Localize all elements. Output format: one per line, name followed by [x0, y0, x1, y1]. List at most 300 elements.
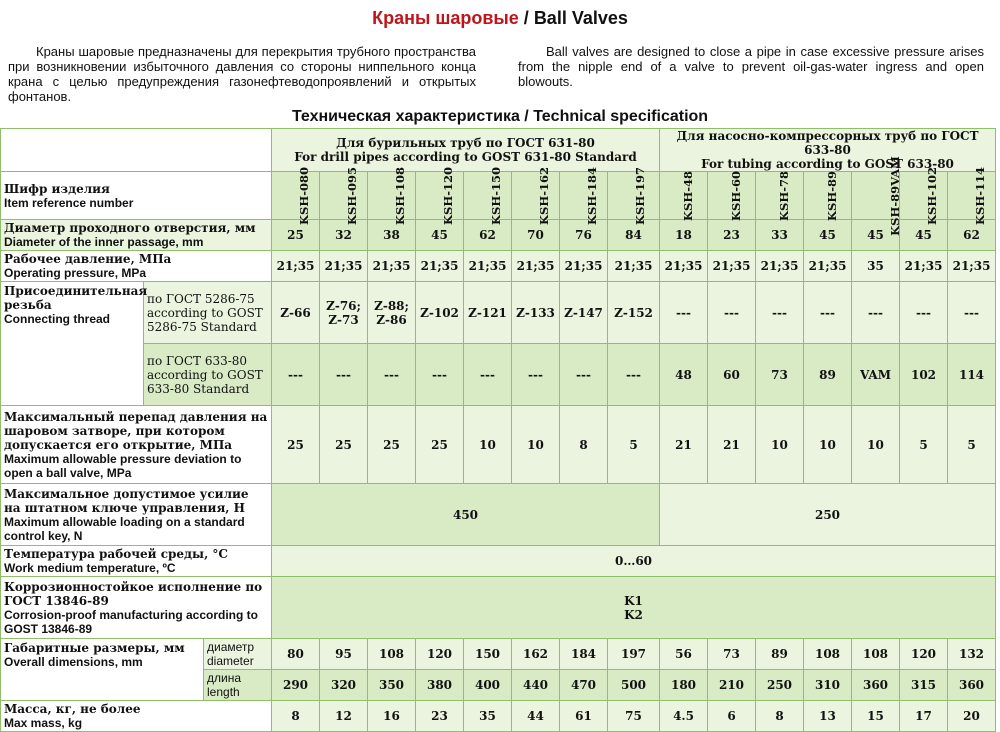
- thread-cell: [560, 282, 608, 344]
- ref-label-ru: Шифр изделия: [4, 181, 110, 196]
- press-cell: [560, 251, 608, 282]
- press-cell: [368, 251, 416, 282]
- cell-text: 5: [629, 437, 638, 452]
- cell-text: 108: [378, 647, 405, 661]
- press-cell: [660, 251, 708, 282]
- cell-text: KSH-89VAM: [887, 155, 902, 236]
- cell-text: 38: [383, 228, 400, 242]
- ref-cell: [948, 166, 996, 225]
- press-cell: [512, 251, 560, 282]
- thread-cell: [512, 344, 560, 406]
- thread-cell: [948, 282, 996, 344]
- mass-label: [1, 701, 272, 732]
- cell-text: ---: [480, 367, 495, 382]
- cell-text: 73: [771, 367, 788, 382]
- cell-text: 114: [958, 367, 985, 382]
- cell-text: KSH-197: [632, 166, 647, 225]
- cell-text: 10: [867, 437, 884, 452]
- cell-text: ---: [964, 305, 979, 320]
- cell-text: 4.5: [673, 709, 694, 723]
- diam-cell: [756, 220, 804, 251]
- dims-cell: [660, 670, 708, 701]
- dims-l-label: [204, 670, 272, 701]
- diam-cell: [804, 220, 852, 251]
- press-cell: [948, 251, 996, 282]
- thread-cell: [756, 344, 804, 406]
- title-ru: Краны шаровые: [372, 8, 519, 28]
- cell-text: Z-76; Z-73: [326, 298, 361, 327]
- thread-cell: [852, 344, 900, 406]
- thread-row-2: [1, 344, 996, 406]
- cell-text: 16: [383, 709, 400, 723]
- press-cell: [608, 251, 660, 282]
- maxdp-cell: [560, 406, 608, 484]
- dims-cell: [948, 670, 996, 701]
- cell-text: ---: [724, 305, 739, 320]
- cell-text: Z-102: [420, 305, 459, 320]
- cell-text: 500: [620, 678, 647, 692]
- cell-text: 23: [431, 709, 448, 723]
- cell-text: 350: [378, 678, 405, 692]
- cell-text: KSH-89: [824, 170, 839, 221]
- thread-cell: [416, 282, 464, 344]
- cell-text: 21;35: [276, 259, 315, 273]
- cell-text: KSH-60: [728, 170, 743, 221]
- thread-cell: [608, 344, 660, 406]
- press-cell: [804, 251, 852, 282]
- cell-text: 80: [287, 647, 304, 661]
- dims-cell: [852, 639, 900, 670]
- force-tubing-value: 250: [660, 484, 996, 546]
- cell-text: 35: [867, 259, 884, 273]
- cell-text: 61: [575, 709, 592, 723]
- cell-text: 21;35: [904, 259, 943, 273]
- thread-sub1-ru: по ГОСТ 5286-75: [147, 291, 255, 306]
- thread-cell: [900, 282, 948, 344]
- thread-sub1-label: [144, 282, 272, 344]
- thread-cell: [320, 282, 368, 344]
- ref-cell: [464, 166, 512, 225]
- cell-text: KSH-150: [488, 166, 503, 225]
- thread-cell: [852, 282, 900, 344]
- cell-text: 21;35: [324, 259, 363, 273]
- cell-text: 310: [814, 678, 841, 692]
- maxdp-cell: [804, 406, 852, 484]
- mass-cell: [660, 701, 708, 732]
- dims-d-ru: диаметр: [207, 640, 255, 654]
- dims-cell: [560, 639, 608, 670]
- cell-text: 95: [335, 647, 352, 661]
- cell-text: 320: [330, 678, 357, 692]
- cell-text: 8: [579, 437, 588, 452]
- thread-cell: [756, 282, 804, 344]
- dims-cell: [272, 639, 320, 670]
- cell-text: 33: [771, 228, 788, 242]
- thread-cell: [660, 282, 708, 344]
- ref-cell: [804, 172, 852, 220]
- cell-text: 360: [958, 678, 985, 692]
- thread-sub2-label: [144, 344, 272, 406]
- thread-sub1-en: according to GOST 5286-75 Standard: [147, 305, 263, 334]
- force-label-en: Maximum allowable loading on a standard control key, N: [4, 514, 245, 543]
- press-cell: [900, 251, 948, 282]
- maxdp-cell: [272, 406, 320, 484]
- group-drill-header: [272, 129, 660, 172]
- thread-cell: [464, 344, 512, 406]
- diam-cell: [464, 220, 512, 251]
- cell-text: Z-121: [468, 305, 507, 320]
- cell-text: 73: [723, 647, 740, 661]
- cell-text: KSH-78: [776, 170, 791, 221]
- mass-cell: [708, 701, 756, 732]
- cell-text: 108: [814, 647, 841, 661]
- mass-label-ru: Масса, кг, не более: [4, 702, 141, 716]
- thread-cell: [464, 282, 512, 344]
- group-tubing-ru: Для насосно-компрессорных труб по ГОСТ 633-80: [676, 129, 979, 157]
- dims-label: [1, 639, 204, 701]
- maxdp-row: [1, 406, 996, 484]
- intro-en: Ball valves are designed to close a pipe in case excessive pressure arises from the nipple end of a valve to prevent oil-gas-water ingress and open blowouts.: [518, 44, 984, 89]
- cell-text: ---: [626, 367, 641, 382]
- cell-text: 21;35: [564, 259, 603, 273]
- cell-text: ---: [432, 367, 447, 382]
- maxdp-label: [1, 406, 272, 484]
- cell-text: 23: [723, 228, 740, 242]
- dims-cell: [464, 670, 512, 701]
- dims-d-label: [204, 639, 272, 670]
- maxdp-cell: [756, 406, 804, 484]
- press-row: [1, 251, 996, 282]
- ref-row: [1, 172, 996, 220]
- dims-label-en: Overall dimensions, mm: [4, 655, 143, 669]
- spec-title: Техническая характеристика / Technical specification: [291, 108, 709, 125]
- thread-sub2-en: according to GOST 633-80 Standard: [147, 367, 263, 396]
- diam-cell: [368, 220, 416, 251]
- diam-cell: [900, 220, 948, 251]
- maxdp-label-en: Maximum allowable pressure deviation to open a ball valve, MPa: [4, 451, 242, 480]
- cell-text: 21;35: [952, 259, 991, 273]
- thread-sub2-ru: по ГОСТ 633-80: [147, 353, 248, 368]
- cell-text: KSH-48: [680, 170, 695, 221]
- cell-text: 15: [867, 709, 884, 723]
- cell-text: 102: [910, 367, 937, 382]
- cell-text: Z-133: [516, 305, 555, 320]
- cell-text: 21;35: [614, 259, 653, 273]
- cell-text: 8: [291, 709, 300, 723]
- mass-cell: [272, 701, 320, 732]
- ref-label: [1, 172, 272, 220]
- cell-text: 89: [771, 647, 788, 661]
- cell-text: 8: [775, 709, 784, 723]
- dims-l-en: length: [207, 685, 240, 699]
- cell-text: 70: [527, 228, 544, 242]
- dims-cell: [320, 639, 368, 670]
- cell-text: 10: [479, 437, 496, 452]
- mass-cell: [560, 701, 608, 732]
- thread-cell: [272, 282, 320, 344]
- ref-cell: [368, 166, 416, 225]
- diam-cell: [512, 220, 560, 251]
- temp-label: [1, 546, 272, 577]
- mass-cell: [464, 701, 512, 732]
- mass-cell: [852, 701, 900, 732]
- cell-text: ---: [868, 305, 883, 320]
- cell-text: 470: [570, 678, 597, 692]
- dims-row-d: [1, 639, 996, 670]
- maxdp-cell: [368, 406, 416, 484]
- thread-cell: [608, 282, 660, 344]
- force-label-ru: Максимальное допустимое усилие на штатном ключе управления, Н: [4, 486, 249, 515]
- cell-text: 56: [675, 647, 692, 661]
- ref-cell: [660, 172, 708, 220]
- cell-text: Z-147: [564, 305, 603, 320]
- thread-cell: [272, 344, 320, 406]
- cell-text: 10: [771, 437, 788, 452]
- cell-text: 35: [479, 709, 496, 723]
- cell-text: KSH-120: [440, 166, 455, 225]
- mass-row: [1, 701, 996, 732]
- dims-cell: [804, 670, 852, 701]
- cell-text: 21: [675, 437, 692, 452]
- press-cell: [708, 251, 756, 282]
- press-cell: [852, 251, 900, 282]
- diam-label-ru: Диаметр проходного отверстия, мм: [4, 221, 256, 235]
- mass-cell: [804, 701, 852, 732]
- cell-text: 5: [967, 437, 976, 452]
- corr-value-1: K1: [624, 593, 643, 608]
- cell-text: KSH-108: [392, 166, 407, 225]
- cell-text: 17: [915, 709, 932, 723]
- cell-text: 21;35: [808, 259, 847, 273]
- cell-text: ---: [676, 305, 691, 320]
- diam-label: [1, 220, 272, 251]
- force-drill-value: 450: [272, 484, 660, 546]
- dims-cell: [852, 670, 900, 701]
- press-cell: [416, 251, 464, 282]
- dims-cell: [416, 639, 464, 670]
- cell-text: ---: [528, 367, 543, 382]
- cell-text: KSH-162: [536, 166, 551, 225]
- cell-text: ---: [384, 367, 399, 382]
- cell-text: 21;35: [516, 259, 555, 273]
- dims-label-ru: Габаритные размеры, мм: [4, 641, 185, 655]
- dims-cell: [608, 670, 660, 701]
- maxdp-cell: [608, 406, 660, 484]
- ref-cell: [272, 166, 320, 225]
- corr-label-ru: Коррозионностойкое исполнение по ГОСТ 13846-89: [4, 579, 263, 608]
- cell-text: 25: [383, 437, 400, 452]
- dims-cell: [804, 639, 852, 670]
- cell-text: 62: [479, 228, 496, 242]
- cell-text: 21;35: [468, 259, 507, 273]
- diam-cell: [660, 220, 708, 251]
- cell-text: KSH-102: [924, 166, 939, 225]
- cell-text: 25: [335, 437, 352, 452]
- group-tubing-header: [660, 129, 996, 172]
- cell-text: 48: [675, 367, 692, 382]
- cell-text: 10: [819, 437, 836, 452]
- maxdp-label-ru: Максимальный перепад давления на шаровом затворе, при котором допускается его открытие, МПа: [4, 409, 268, 452]
- cell-text: 21;35: [664, 259, 703, 273]
- diam-cell: [272, 220, 320, 251]
- ref-cell: [560, 166, 608, 225]
- maxdp-cell: [708, 406, 756, 484]
- cell-text: 20: [963, 709, 980, 723]
- mass-cell: [756, 701, 804, 732]
- cell-text: 250: [766, 678, 793, 692]
- cell-text: 132: [958, 647, 985, 661]
- thread-cell: [900, 344, 948, 406]
- cell-text: Z-152: [614, 305, 653, 320]
- maxdp-cell: [900, 406, 948, 484]
- page-title: [0, 8, 1000, 29]
- cell-text: ---: [336, 367, 351, 382]
- force-row: [1, 484, 996, 546]
- mass-cell: [948, 701, 996, 732]
- cell-text: 21: [723, 437, 740, 452]
- diam-cell: [320, 220, 368, 251]
- press-cell: [464, 251, 512, 282]
- dims-cell: [560, 670, 608, 701]
- cell-text: 45: [819, 228, 836, 242]
- corr-label-en: Corrosion-proof manufacturing according to GOST 13846-89: [4, 607, 258, 636]
- dims-cell: [512, 639, 560, 670]
- cell-text: 180: [670, 678, 697, 692]
- thread-cell: [560, 344, 608, 406]
- cell-text: KSH-114: [972, 166, 987, 225]
- cell-text: Z-88; Z-86: [374, 298, 409, 327]
- ref-cell: [900, 166, 948, 225]
- dims-cell: [708, 670, 756, 701]
- maxdp-cell: [948, 406, 996, 484]
- cell-text: 13: [819, 709, 836, 723]
- press-label-en: Operating pressure, MPa: [4, 266, 147, 280]
- cell-text: 360: [862, 678, 889, 692]
- cell-text: KSH-080: [296, 166, 311, 225]
- dims-cell: [368, 670, 416, 701]
- dims-cell: [320, 670, 368, 701]
- dims-l-ru: длина: [207, 671, 242, 685]
- cell-text: 150: [474, 647, 501, 661]
- cell-text: 6: [727, 709, 736, 723]
- cell-text: 5: [919, 437, 928, 452]
- cell-text: 162: [522, 647, 549, 661]
- dims-cell: [464, 639, 512, 670]
- corr-row: [1, 577, 996, 639]
- corr-label: [1, 577, 272, 639]
- intro-ru: Краны шаровые предназначены для перекрытия трубного пространства при возникновении избыточного давления со стороны ниппельного конца крана с целью предупреждения газонефтеводопроявлений и открытых фонтанов.: [8, 44, 476, 104]
- cell-text: 45: [431, 228, 448, 242]
- cell-text: 210: [718, 678, 745, 692]
- dims-cell: [708, 639, 756, 670]
- dims-cell: [368, 639, 416, 670]
- thread-cell: [708, 282, 756, 344]
- ref-cell: [756, 172, 804, 220]
- dims-cell: [756, 670, 804, 701]
- cell-text: 440: [522, 678, 549, 692]
- maxdp-cell: [320, 406, 368, 484]
- diam-label-en: Diameter of the inner passage, mm: [4, 235, 204, 249]
- cell-text: 197: [620, 647, 647, 661]
- cell-text: 12: [335, 709, 352, 723]
- thread-cell: [804, 282, 852, 344]
- mass-cell: [320, 701, 368, 732]
- corr-value: [272, 577, 996, 639]
- press-label: [1, 251, 272, 282]
- cell-text: 44: [527, 709, 544, 723]
- mass-label-en: Max mass, kg: [4, 716, 83, 730]
- temp-label-en: Work medium temperature, ºС: [4, 561, 176, 575]
- diam-cell: [708, 220, 756, 251]
- cell-text: 184: [570, 647, 597, 661]
- cell-text: ---: [916, 305, 931, 320]
- diam-cell: [416, 220, 464, 251]
- spec-table: [0, 128, 996, 732]
- mass-cell: [900, 701, 948, 732]
- dims-cell: [756, 639, 804, 670]
- title-separator: /: [518, 8, 534, 28]
- cell-text: 21;35: [712, 259, 751, 273]
- mass-cell: [512, 701, 560, 732]
- thread-cell: [320, 344, 368, 406]
- group-drill-ru: Для бурильных труб по ГОСТ 631-80: [336, 136, 595, 150]
- cell-text: KSH-095: [344, 166, 359, 225]
- ref-label-en: Item reference number: [4, 195, 134, 210]
- dims-cell: [272, 670, 320, 701]
- cell-text: 76: [575, 228, 592, 242]
- ref-cell: [512, 166, 560, 225]
- dims-cell: [416, 670, 464, 701]
- corr-value-2: K2: [624, 607, 643, 622]
- dims-cell: [900, 670, 948, 701]
- group-drill-en: For drill pipes according to GOST 631-80 Standard: [294, 150, 637, 164]
- thread-cell: [948, 344, 996, 406]
- cell-text: ---: [772, 305, 787, 320]
- cell-text: 400: [474, 678, 501, 692]
- cell-text: 89: [819, 367, 836, 382]
- cell-text: ---: [576, 367, 591, 382]
- cell-text: 380: [426, 678, 453, 692]
- ref-cell: [608, 166, 660, 225]
- cell-text: KSH-184: [584, 166, 599, 225]
- ref-cell: [320, 166, 368, 225]
- cell-text: 290: [282, 678, 309, 692]
- cell-text: 21;35: [420, 259, 459, 273]
- thread-cell: [368, 344, 416, 406]
- cell-text: VAM: [860, 367, 891, 382]
- dims-cell: [608, 639, 660, 670]
- cell-text: 18: [675, 228, 692, 242]
- maxdp-cell: [852, 406, 900, 484]
- cell-text: 315: [910, 678, 937, 692]
- dims-d-en: diameter: [207, 654, 254, 668]
- press-cell: [320, 251, 368, 282]
- dims-cell: [660, 639, 708, 670]
- group-tubing-en: For tubing according to GOST 633-80: [701, 157, 954, 171]
- thread-cell: [708, 344, 756, 406]
- cell-text: Z-66: [280, 305, 311, 320]
- mass-cell: [368, 701, 416, 732]
- cell-text: 108: [862, 647, 889, 661]
- cell-text: 75: [625, 709, 642, 723]
- maxdp-cell: [512, 406, 560, 484]
- temp-label-ru: Температура рабочей среды, °С: [4, 547, 228, 561]
- cell-text: 21;35: [372, 259, 411, 273]
- temp-value: 0…60: [272, 546, 996, 577]
- title-en: Ball Valves: [533, 8, 628, 28]
- group-header-row: [1, 129, 996, 172]
- maxdp-cell: [464, 406, 512, 484]
